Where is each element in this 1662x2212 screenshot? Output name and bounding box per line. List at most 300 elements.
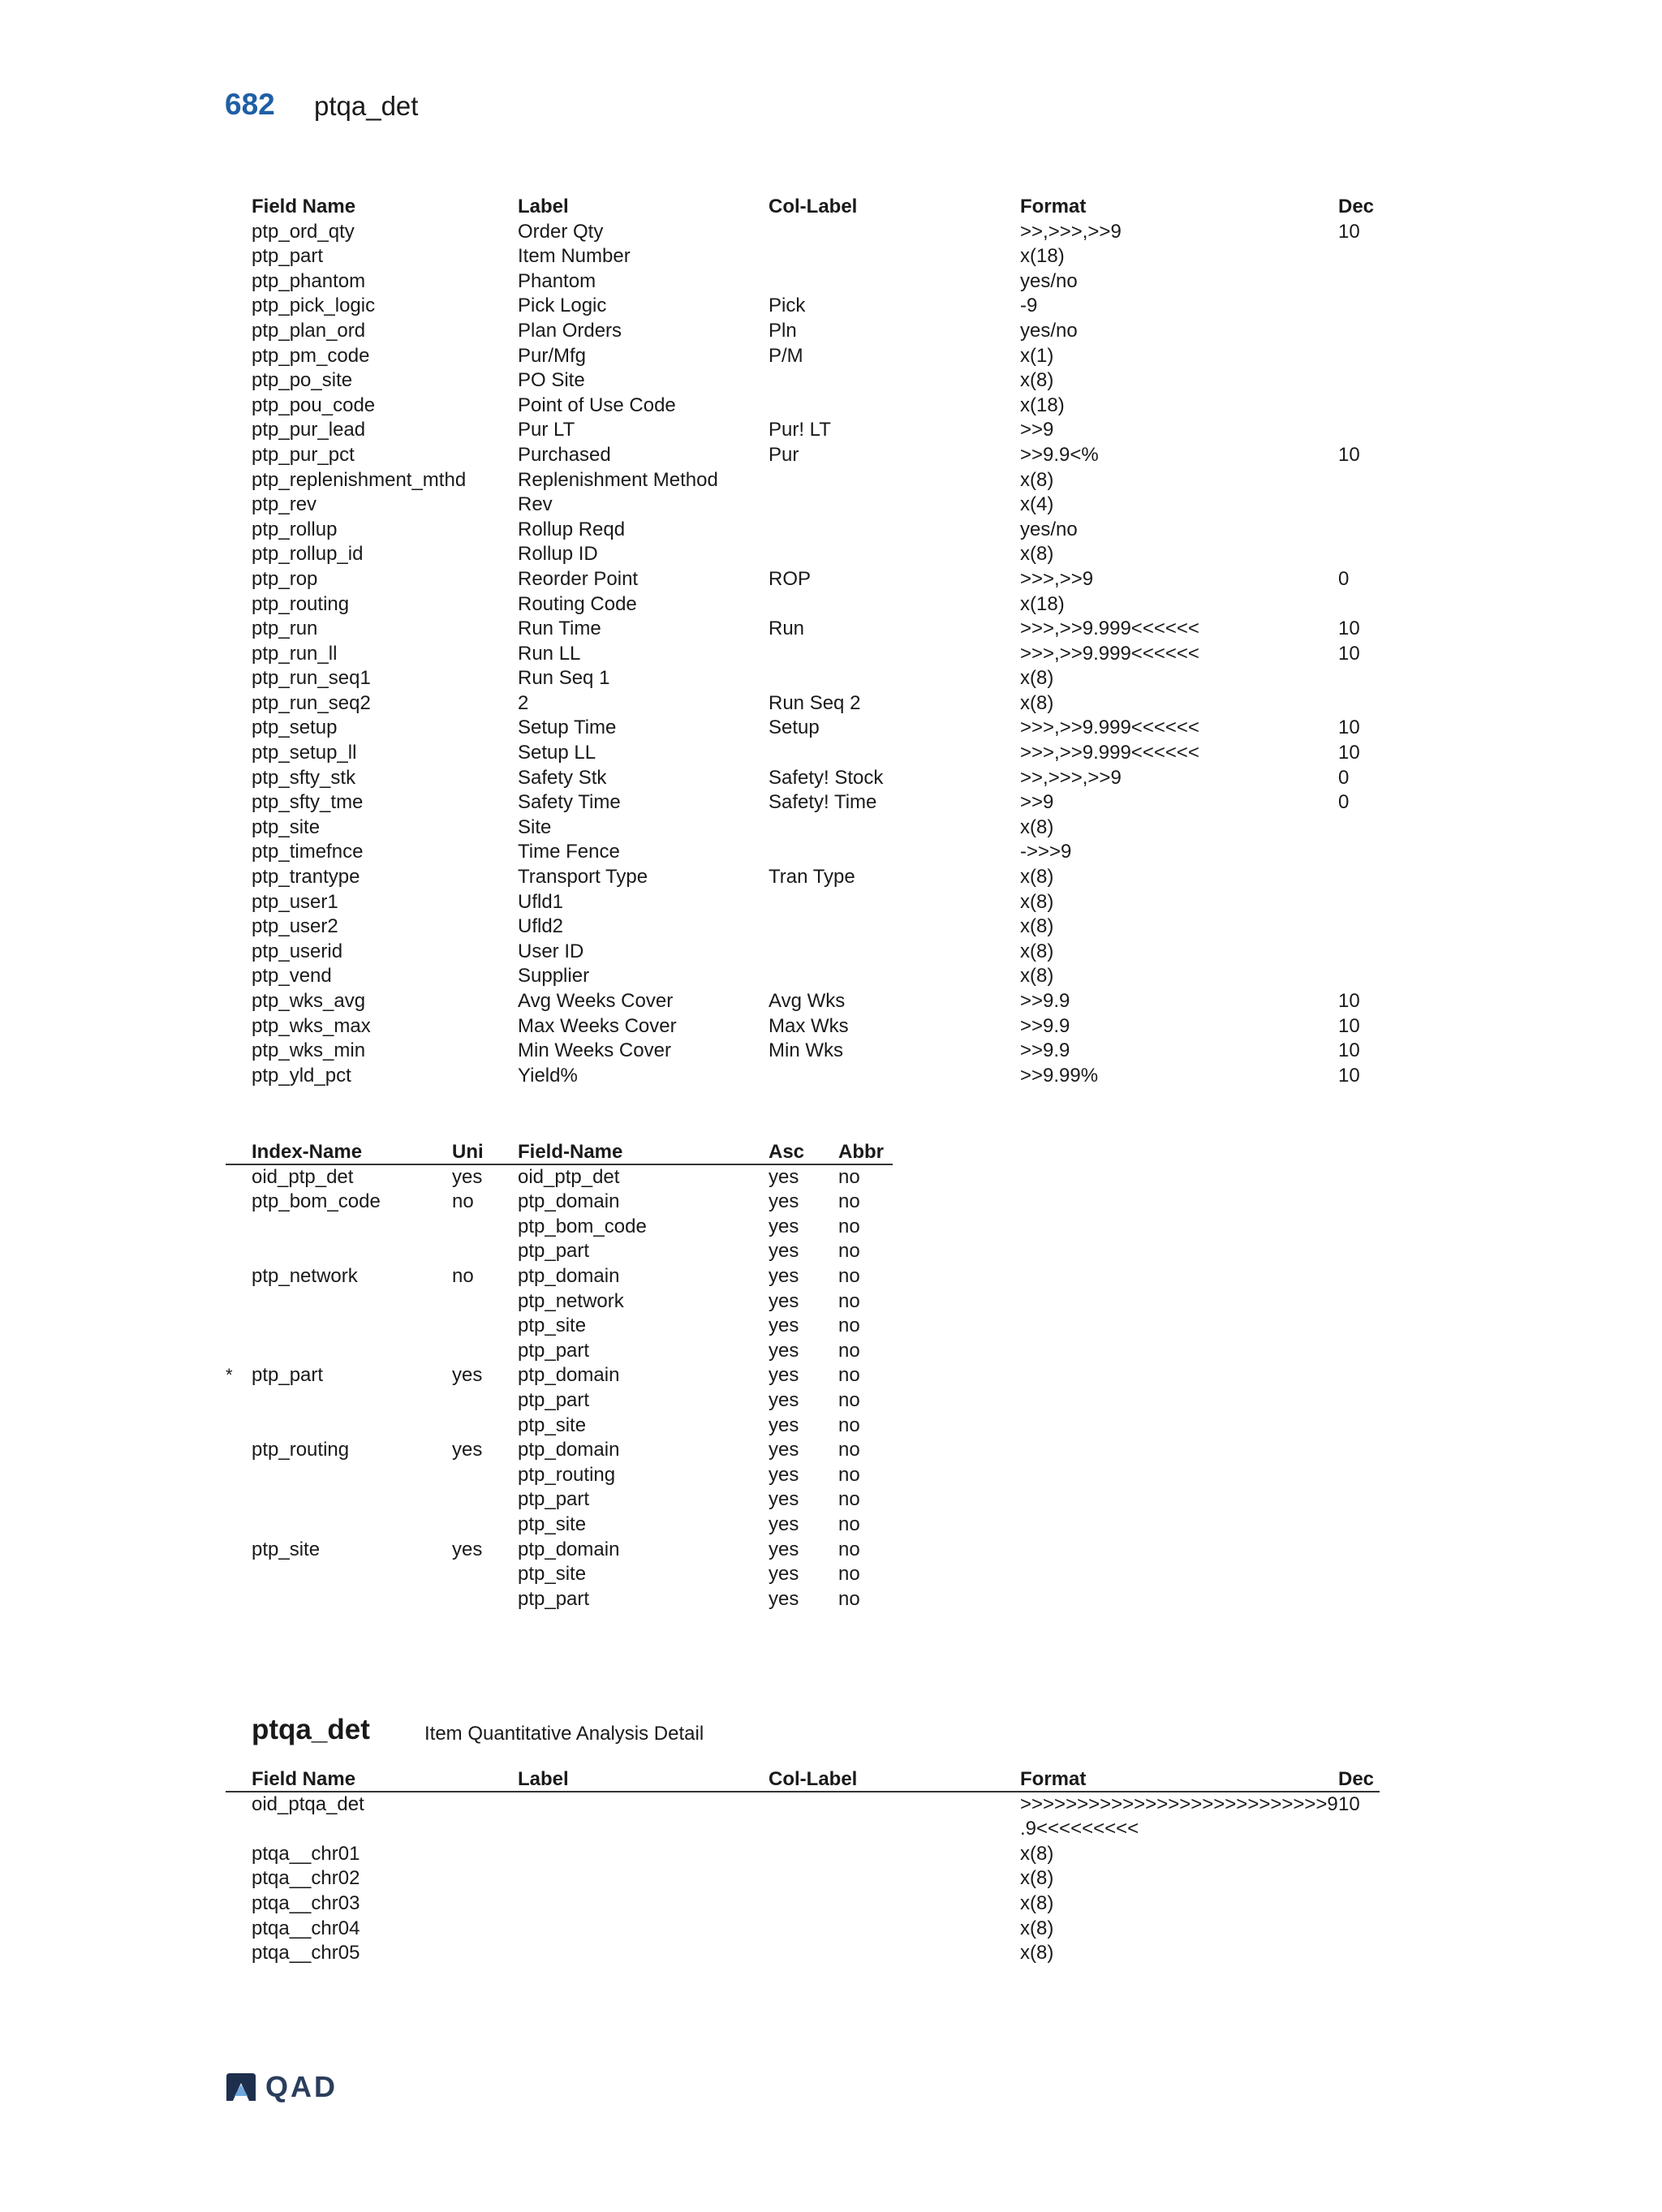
dec-cell: 10 <box>1338 642 1360 665</box>
label-cell: Rollup Reqd <box>518 518 626 540</box>
page-number: 682 <box>225 88 275 121</box>
table-row <box>252 418 1380 443</box>
field-name-cell: ptp_part <box>518 1388 590 1411</box>
format-cell: >>9 <box>1020 791 1054 814</box>
header-format: Format <box>1020 1768 1087 1790</box>
format-cell: >>,>>>,>>9 <box>1020 220 1122 243</box>
index-name-cell: oid_ptp_det <box>252 1165 354 1188</box>
field-name-cell: ptp_timefnce <box>252 841 364 863</box>
table-row <box>252 1792 1380 1818</box>
table-row <box>252 344 1380 369</box>
label-cell: Reorder Point <box>518 567 639 590</box>
asc-cell: yes <box>769 1339 799 1362</box>
table-row <box>252 592 1380 618</box>
field-name-cell: ptp_part <box>518 1339 590 1362</box>
format-cell: x(8) <box>1020 890 1054 913</box>
field-name-cell: ptp_plan_ord <box>252 319 366 342</box>
dec-cell: 0 <box>1338 567 1350 590</box>
index-name-cell: ptp_site <box>252 1538 321 1560</box>
field-name-cell: ptp_sfty_stk <box>252 766 356 789</box>
table-row <box>252 716 1380 741</box>
label-cell: 2 <box>518 691 529 714</box>
abbr-cell: no <box>838 1215 860 1237</box>
field-name-cell: ptp_run_seq1 <box>252 667 371 690</box>
field-name-cell: ptp_part <box>518 1587 590 1610</box>
field-name-cell: ptp_site <box>252 816 321 838</box>
qad-logo-icon <box>225 2072 257 2102</box>
format-cell: >>9.9 <box>1020 1014 1070 1037</box>
table-row <box>252 1891 1380 1917</box>
label-cell: Phantom <box>518 269 596 292</box>
field-table-header <box>252 195 1380 220</box>
field-name-cell: ptp_phantom <box>252 269 366 292</box>
field-name-cell: oid_ptp_det <box>518 1165 620 1188</box>
header-label: Label <box>518 1768 569 1790</box>
format-cell: -9 <box>1020 295 1038 317</box>
format-cell: x(8) <box>1020 915 1054 938</box>
label-cell: Run Seq 1 <box>518 667 610 690</box>
table-row <box>252 294 1380 319</box>
label-cell: Run Time <box>518 618 601 640</box>
field-name-cell: ptp_rop <box>252 567 318 590</box>
abbr-cell: no <box>838 1364 860 1387</box>
asc-cell: yes <box>769 1240 799 1263</box>
format-cell: .9<<<<<<<<< <box>1020 1818 1139 1840</box>
table-row <box>252 468 1380 493</box>
header-field-name: Field Name <box>252 1768 356 1790</box>
field-name-cell: ptp_part <box>518 1488 590 1511</box>
label-cell: Plan Orders <box>518 319 622 342</box>
table-row <box>252 269 1380 295</box>
field-name-cell: ptp_rollup <box>252 518 338 540</box>
label-cell: Max Weeks Cover <box>518 1014 677 1037</box>
format-cell: x(18) <box>1020 245 1065 268</box>
table-row <box>252 816 1380 841</box>
table-row <box>252 394 1380 419</box>
format-cell: x(8) <box>1020 468 1054 491</box>
table-row <box>252 1538 893 1563</box>
abbr-cell: no <box>838 1315 860 1337</box>
table-row <box>252 1289 893 1315</box>
header-field-name: Field Name <box>252 196 356 217</box>
abbr-cell: no <box>838 1190 860 1213</box>
header-asc: Asc <box>769 1141 805 1163</box>
col-label-cell: Run <box>769 618 805 640</box>
asc-cell: yes <box>769 1215 799 1237</box>
table-row <box>252 1414 893 1439</box>
table-row <box>252 940 1380 965</box>
label-cell: Rev <box>518 493 553 516</box>
asc-cell: yes <box>769 1190 799 1213</box>
field-name-cell: ptp_site <box>518 1414 587 1436</box>
table-row <box>252 1165 893 1190</box>
format-cell: >>9.9<% <box>1020 443 1099 466</box>
format-cell: x(8) <box>1020 691 1054 714</box>
field-name-cell: ptp_pur_lead <box>252 419 366 441</box>
field-table-body <box>252 220 1380 1089</box>
table-row <box>252 1064 1380 1089</box>
format-cell: >>>,>>9.999<<<<<< <box>1020 642 1199 665</box>
header-dec: Dec <box>1338 196 1375 217</box>
field-name-cell: ptp_pou_code <box>252 394 376 416</box>
label-cell: Run LL <box>518 642 581 665</box>
label-cell: PO Site <box>518 369 585 392</box>
format-cell: >>>,>>9.999<<<<<< <box>1020 618 1199 640</box>
table-row <box>252 220 1380 245</box>
label-cell: Supplier <box>518 965 590 988</box>
format-cell: x(8) <box>1020 369 1054 392</box>
field-name-cell: ptp_trantype <box>252 866 360 889</box>
table-row <box>252 443 1380 468</box>
field-name-cell: oid_ptqa_det <box>252 1792 364 1815</box>
table-row <box>226 1363 893 1388</box>
field-name-cell: ptqa__chr01 <box>252 1842 360 1865</box>
label-cell: Rollup ID <box>518 543 598 566</box>
format-cell: x(8) <box>1020 1891 1054 1914</box>
col-label-cell: Pur! LT <box>769 419 831 441</box>
table-row <box>252 518 1380 543</box>
header-dec: Dec <box>1338 1768 1375 1790</box>
table-row <box>252 1917 1380 1942</box>
dec-cell: 10 <box>1338 618 1360 640</box>
format-cell: x(8) <box>1020 1942 1054 1965</box>
table-row <box>252 1941 1380 1966</box>
header-format: Format <box>1020 196 1087 217</box>
table-row <box>252 244 1380 269</box>
asc-cell: yes <box>769 1513 799 1535</box>
table-row <box>252 989 1380 1014</box>
label-cell: Yield% <box>518 1064 578 1087</box>
dec-cell: 10 <box>1338 443 1360 466</box>
table-row <box>252 1264 893 1289</box>
format-cell: yes/no <box>1020 269 1078 292</box>
abbr-cell: no <box>838 1513 860 1535</box>
index-table-header <box>252 1140 893 1165</box>
asc-cell: yes <box>769 1388 799 1411</box>
col-label-cell: P/M <box>769 344 803 367</box>
col-label-cell: Tran Type <box>769 866 855 889</box>
col-label-cell: Pln <box>769 319 797 342</box>
table-row <box>252 1463 893 1488</box>
label-cell: Replenishment Method <box>518 468 718 491</box>
label-cell: Order Qty <box>518 220 604 243</box>
field-name-cell: ptp_run <box>252 618 318 640</box>
abbr-cell: no <box>838 1240 860 1263</box>
header-uni: Uni <box>452 1141 484 1163</box>
label-cell: Pick Logic <box>518 295 607 317</box>
label-cell: Site <box>518 816 552 838</box>
abbr-cell: no <box>838 1264 860 1287</box>
header-col-label: Col-Label <box>769 1768 858 1790</box>
field-name-cell: ptp_site <box>518 1563 587 1586</box>
field-name-cell: ptp_bom_code <box>518 1215 647 1237</box>
field-name-cell: ptp_setup_ll <box>252 742 357 764</box>
field-name-cell: ptp_run_seq2 <box>252 691 371 714</box>
table-row <box>252 1562 893 1587</box>
table-row <box>252 1866 1380 1891</box>
field-name-cell: ptp_part <box>252 245 324 268</box>
field-name-cell: ptp_domain <box>518 1364 620 1387</box>
asc-cell: yes <box>769 1563 799 1586</box>
field-name-cell: ptp_domain <box>518 1538 620 1560</box>
field-name-cell: ptp_sfty_tme <box>252 791 364 814</box>
index-name-cell: ptp_network <box>252 1264 358 1287</box>
format-cell: yes/no <box>1020 518 1078 540</box>
field-name-cell: ptp_pm_code <box>252 344 370 367</box>
field-name-cell: ptp_po_site <box>252 369 353 392</box>
label-cell: Ufld1 <box>518 890 564 913</box>
label-cell: Safety Time <box>518 791 621 814</box>
asc-cell: yes <box>769 1264 799 1287</box>
abbr-cell: no <box>838 1463 860 1486</box>
label-cell: Safety Stk <box>518 766 607 789</box>
format-cell: x(8) <box>1020 866 1054 889</box>
dec-cell: 10 <box>1338 220 1360 243</box>
field-name-cell: ptp_userid <box>252 940 343 962</box>
format-cell: x(8) <box>1020 940 1054 962</box>
col-label-cell: Pur <box>769 443 799 466</box>
label-cell: Avg Weeks Cover <box>518 990 674 1012</box>
ptqa-table-header <box>252 1767 1380 1792</box>
table-row <box>252 914 1380 940</box>
abbr-cell: no <box>838 1388 860 1411</box>
header-field-name: Field-Name <box>518 1141 623 1163</box>
index-name-cell: ptp_routing <box>252 1439 350 1461</box>
dec-cell: 10 <box>1338 1064 1360 1087</box>
field-name-cell: ptp_domain <box>518 1264 620 1287</box>
section-name: ptqa_det <box>252 1714 370 1745</box>
format-cell: x(18) <box>1020 394 1065 416</box>
asc-cell: yes <box>769 1587 799 1610</box>
format-cell: >>>,>>9 <box>1020 567 1094 590</box>
label-cell: Purchased <box>518 443 611 466</box>
table-row <box>252 1842 1380 1867</box>
table-row <box>252 1587 893 1612</box>
field-name-cell: ptp_run_ll <box>252 642 338 665</box>
table-row <box>252 1487 893 1513</box>
primary-index-marker: * <box>226 1365 233 1386</box>
format-cell: x(8) <box>1020 1917 1054 1939</box>
table-row <box>252 319 1380 344</box>
col-label-cell: Min Wks <box>769 1039 843 1062</box>
format-cell: x(1) <box>1020 344 1054 367</box>
label-cell: Routing Code <box>518 592 637 615</box>
table-row <box>252 493 1380 518</box>
qad-logo <box>225 2071 342 2103</box>
table-row <box>252 1513 893 1538</box>
asc-cell: yes <box>769 1463 799 1486</box>
table-row <box>252 741 1380 766</box>
label-cell: User ID <box>518 940 584 962</box>
abbr-cell: no <box>838 1289 860 1312</box>
format-cell: x(8) <box>1020 965 1054 988</box>
field-name-cell: ptp_domain <box>518 1190 620 1213</box>
field-name-cell: ptqa__chr02 <box>252 1867 360 1890</box>
asc-cell: yes <box>769 1488 799 1511</box>
format-cell: >>9.9 <box>1020 990 1070 1012</box>
asc-cell: yes <box>769 1414 799 1436</box>
dec-cell: 0 <box>1338 766 1350 789</box>
table-row <box>252 1190 893 1215</box>
abbr-cell: no <box>838 1563 860 1586</box>
index-table <box>226 1140 893 1612</box>
field-name-cell: ptp_routing <box>252 592 350 615</box>
format-cell: >>9 <box>1020 419 1054 441</box>
format-cell: >>,>>>,>>9 <box>1020 766 1122 789</box>
table-row <box>252 865 1380 890</box>
label-cell: Transport Type <box>518 866 648 889</box>
field-name-cell: ptp_pur_pct <box>252 443 355 466</box>
table-row <box>252 1014 1380 1039</box>
label-cell: Setup Time <box>518 717 617 739</box>
dec-cell: 10 <box>1338 1014 1360 1037</box>
format-cell: x(8) <box>1020 1842 1054 1865</box>
table-row <box>252 542 1380 567</box>
header-col-label: Col-Label <box>769 196 858 217</box>
format-cell: >>9.99% <box>1020 1064 1099 1087</box>
table-row <box>252 1438 893 1463</box>
abbr-cell: no <box>838 1165 860 1188</box>
format-cell: >>>>>>>>>>>>>>>>>>>>>>>>>>>9 <box>1020 1792 1338 1815</box>
header-label: Label <box>518 196 569 217</box>
header-index-name: Index-Name <box>252 1141 363 1163</box>
format-cell: x(8) <box>1020 816 1054 838</box>
dec-cell: 10 <box>1338 742 1360 764</box>
field-name-cell: ptp_ord_qty <box>252 220 355 243</box>
field-name-cell: ptqa__chr04 <box>252 1917 360 1939</box>
field-name-cell: ptp_part <box>518 1240 590 1263</box>
dec-cell: 10 <box>1338 717 1360 739</box>
unique-cell: yes <box>452 1538 483 1560</box>
field-table <box>252 195 1380 1088</box>
col-label-cell: Safety! Stock <box>769 766 884 789</box>
label-cell: Pur/Mfg <box>518 344 587 367</box>
unique-cell: yes <box>452 1165 483 1188</box>
col-label-cell: ROP <box>769 567 812 590</box>
field-name-cell: ptp_rev <box>252 493 317 516</box>
label-cell: Ufld2 <box>518 915 564 938</box>
table-row <box>252 1039 1380 1064</box>
dec-cell: 10 <box>1338 1039 1360 1062</box>
col-label-cell: Avg Wks <box>769 990 846 1012</box>
field-name-cell: ptqa__chr05 <box>252 1942 360 1965</box>
table-row <box>252 642 1380 667</box>
label-cell: Time Fence <box>518 841 620 863</box>
table-row <box>252 1314 893 1339</box>
format-cell: ->>>9 <box>1020 841 1072 863</box>
table-row <box>252 666 1380 691</box>
table-row <box>252 1817 1380 1842</box>
field-name-cell: ptp_site <box>518 1315 587 1337</box>
abbr-cell: no <box>838 1538 860 1560</box>
label-cell: Point of Use Code <box>518 394 676 416</box>
format-cell: x(8) <box>1020 543 1054 566</box>
format-cell: x(18) <box>1020 592 1065 615</box>
asc-cell: yes <box>769 1315 799 1337</box>
table-row <box>252 840 1380 865</box>
field-name-cell: ptp_routing <box>518 1463 616 1486</box>
field-name-cell: ptp_user2 <box>252 915 338 938</box>
table-row <box>252 890 1380 915</box>
table-row <box>252 567 1380 592</box>
label-cell: Setup LL <box>518 742 596 764</box>
field-name-cell: ptp_site <box>518 1513 587 1535</box>
unique-cell: no <box>452 1190 474 1213</box>
field-name-cell: ptqa__chr03 <box>252 1891 360 1914</box>
abbr-cell: no <box>838 1414 860 1436</box>
abbr-cell: no <box>838 1587 860 1610</box>
field-name-cell: ptp_pick_logic <box>252 295 376 317</box>
section-description: Item Quantitative Analysis Detail <box>424 1723 704 1745</box>
field-name-cell: ptp_setup <box>252 717 338 739</box>
table-row <box>252 691 1380 717</box>
format-cell: >>9.9 <box>1020 1039 1070 1062</box>
format-cell: x(8) <box>1020 667 1054 690</box>
field-name-cell: ptp_domain <box>518 1439 620 1461</box>
index-table-body <box>226 1165 893 1612</box>
field-name-cell: ptp_replenishment_mthd <box>252 468 467 491</box>
field-name-cell: ptp_rollup_id <box>252 543 364 566</box>
format-cell: >>>,>>9.999<<<<<< <box>1020 742 1199 764</box>
field-name-cell: ptp_user1 <box>252 890 338 913</box>
col-label-cell: Run Seq 2 <box>769 691 861 714</box>
table-row <box>252 964 1380 989</box>
asc-cell: yes <box>769 1439 799 1461</box>
dec-cell: 0 <box>1338 791 1350 814</box>
field-name-cell: ptp_wks_min <box>252 1039 366 1062</box>
dec-cell: 10 <box>1338 1792 1360 1815</box>
field-name-cell: ptp_yld_pct <box>252 1064 351 1087</box>
qad-logo-text: QAD <box>265 2070 338 2103</box>
table-row <box>252 1339 893 1364</box>
label-cell: Pur LT <box>518 419 575 441</box>
unique-cell: yes <box>452 1439 483 1461</box>
unique-cell: no <box>452 1264 474 1287</box>
col-label-cell: Setup <box>769 717 820 739</box>
abbr-cell: no <box>838 1439 860 1461</box>
abbr-cell: no <box>838 1488 860 1511</box>
format-cell: >>>,>>9.999<<<<<< <box>1020 717 1199 739</box>
table-row <box>252 368 1380 394</box>
field-name-cell: ptp_wks_max <box>252 1014 371 1037</box>
index-name-cell: ptp_part <box>252 1364 324 1387</box>
ptqa-field-table <box>252 1767 1380 1966</box>
index-name-cell: ptp_bom_code <box>252 1190 381 1213</box>
format-cell: x(8) <box>1020 1867 1054 1890</box>
ptqa-table-body <box>252 1792 1380 1966</box>
col-label-cell: Max Wks <box>769 1014 849 1037</box>
table-row <box>252 790 1380 816</box>
col-label-cell: Pick <box>769 295 806 317</box>
format-cell: yes/no <box>1020 319 1078 342</box>
label-cell: Min Weeks Cover <box>518 1039 671 1062</box>
table-row <box>252 1215 893 1240</box>
unique-cell: yes <box>452 1364 483 1387</box>
table-row <box>252 1388 893 1414</box>
asc-cell: yes <box>769 1289 799 1312</box>
field-name-cell: ptp_network <box>518 1289 624 1312</box>
table-row <box>252 617 1380 642</box>
asc-cell: yes <box>769 1364 799 1387</box>
col-label-cell: Safety! Time <box>769 791 877 814</box>
abbr-cell: no <box>838 1339 860 1362</box>
page-title: ptqa_det <box>314 91 419 121</box>
table-row <box>252 766 1380 791</box>
format-cell: x(4) <box>1020 493 1054 516</box>
table-row <box>252 1239 893 1264</box>
asc-cell: yes <box>769 1165 799 1188</box>
field-name-cell: ptp_wks_avg <box>252 990 366 1012</box>
